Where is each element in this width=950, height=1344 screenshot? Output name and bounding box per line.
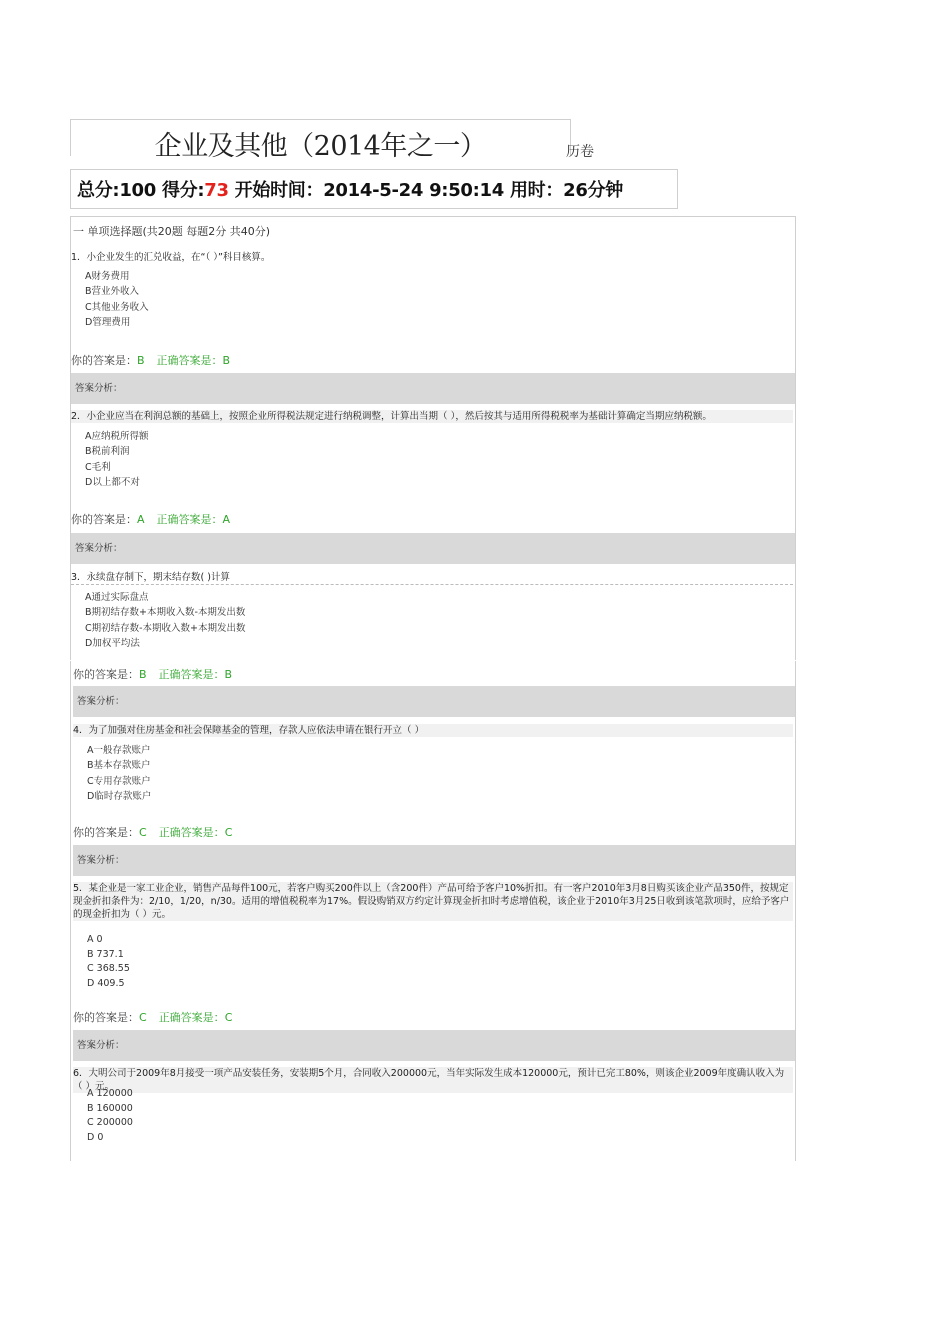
option-a: A 0 [87, 934, 103, 945]
correct-answer-label: 正确答案是： [156, 354, 223, 367]
correct-answer-label: 正确答案是： [158, 668, 225, 681]
answer-line [73, 1009, 232, 1025]
option-list [85, 269, 149, 330]
correct-answer-value: C [224, 826, 233, 839]
option-b: B税前利润 [85, 446, 130, 458]
option-d: D 0 [87, 1131, 104, 1143]
question-stem: 1．小企业发生的汇兑收益，在“（ ）”科目核算。 [71, 252, 271, 263]
time-used-label: 用时： [509, 180, 564, 201]
option-list [85, 590, 246, 651]
option-b: B 160000 [87, 1102, 133, 1114]
correct-answer-value: B [222, 354, 231, 367]
score-line [77, 176, 623, 202]
option-b: B营业外收入 [85, 286, 140, 298]
option-b: B基本存款账户 [87, 760, 151, 772]
question-stem: 2．小企业应当在利润总额的基础上，按照企业所得税法规定进行纳税调整，计算出当期（ ），然后按其与适用所得税税率为基础计算确定当期应纳税额。 [71, 410, 793, 423]
your-answer-value: B [137, 354, 145, 367]
option-d: D管理费用 [85, 316, 131, 328]
question-stem: 4．为了加强对住房基金和社会保障基金的管理，存款人应依法申请在银行开立（ ） [73, 724, 793, 737]
your-answer-value: C [139, 826, 147, 839]
your-answer-value: B [139, 668, 147, 681]
option-d: D临时存款账户 [87, 790, 152, 802]
your-answer-label: 你的答案是： [71, 354, 137, 367]
option-a: A 120000 [87, 1088, 133, 1099]
total-score-label: 总分: [77, 180, 120, 201]
answer-analysis-bar: 答案分析： [73, 845, 795, 876]
option-c: C 200000 [87, 1117, 133, 1129]
question-stem: 3．永续盘存制下，期末结存数( )计算 [71, 571, 793, 585]
correct-answer-value: C [224, 1011, 233, 1024]
option-d: D以上都不对 [85, 476, 140, 488]
option-list [87, 933, 130, 992]
option-c: C 368.55 [87, 963, 130, 975]
score-bar [70, 169, 678, 209]
option-a: A一般存款账户 [87, 745, 151, 756]
correct-answer-label: 正确答案是： [156, 513, 223, 526]
answer-line [71, 511, 230, 527]
option-b: B 737.1 [87, 948, 124, 960]
obtained-score-value: 73 [204, 180, 229, 201]
option-b: B期初结存数+本期收入数-本期发出数 [85, 607, 246, 619]
option-a: A财务费用 [85, 271, 130, 282]
your-answer-value: C [139, 1011, 147, 1024]
answer-line [73, 666, 232, 682]
exam-title-suffix: 历卷 [566, 144, 594, 160]
option-list [85, 429, 149, 490]
option-c: C期初结存数-本期收入数+本期发出数 [85, 622, 246, 634]
option-c: C毛利 [85, 461, 111, 473]
your-answer-label: 你的答案是： [73, 1011, 139, 1024]
option-d: D加权平均法 [85, 637, 140, 649]
your-answer-label: 你的答案是： [71, 513, 137, 526]
correct-answer-label: 正确答案是： [158, 1011, 225, 1024]
option-a: A应纳税所得额 [85, 431, 149, 442]
correct-answer-value: A [222, 513, 231, 526]
option-a: A通过实际盘点 [85, 592, 149, 603]
answer-line [71, 352, 230, 368]
time-used-value: 26分钟 [563, 180, 623, 201]
start-time-label: 开始时间： [234, 180, 324, 201]
question-stem: 5．某企业是一家工业企业，销售产品每件100元，若客户购买200件以上（含200件）产品可给予客户10%折扣。有一客户2010年3月8日购买该企业产品350件，按规定现金折扣条件为：2/10，1/20，n/30。适用的增值税税率为17%。假设购销双方约定计算现金折扣时考虑增值税，该企业于2010年3月25日收到该笔款项时，应给予客户的现金折扣为（ ）元。 [73, 882, 793, 921]
answer-analysis-bar: 答案分析： [73, 686, 795, 717]
answer-analysis-bar: 答案分析： [71, 373, 795, 404]
option-list [87, 1087, 133, 1145]
your-answer-label: 你的答案是： [73, 668, 139, 681]
section-header: 一 单项选择题(共20题 每题2分 共40分) [73, 225, 271, 238]
answer-analysis-bar: 答案分析： [71, 533, 795, 564]
exam-title: 企业及其他（2014年之一） [154, 131, 487, 162]
exam-title-box [70, 119, 571, 162]
questions-panel-1 [70, 216, 796, 660]
option-c: C其他业务收入 [85, 301, 149, 313]
your-answer-label: 你的答案是： [73, 826, 139, 839]
your-answer-value: A [137, 513, 145, 526]
obtained-score-label: 得分: [161, 180, 205, 201]
correct-answer-value: B [224, 668, 233, 681]
answer-analysis-bar: 答案分析： [73, 1030, 795, 1061]
answer-line [73, 824, 232, 840]
option-c: C专用存款账户 [87, 775, 151, 787]
start-time-value: 2014-5-24 9:50:14 [323, 180, 505, 201]
correct-answer-label: 正确答案是： [158, 826, 225, 839]
total-score-value: 100 [119, 180, 156, 201]
option-list [87, 743, 151, 804]
questions-panel-2 [70, 661, 796, 1161]
question-stem: 6．大明公司于2009年8月接受一项产品安装任务，安装期5个月，合同收入200000元，当年实际发生成本120000元，预计已完工80%，则该企业2009年度确认收入为（ ）元。 [73, 1067, 793, 1093]
option-d: D 409.5 [87, 978, 125, 990]
